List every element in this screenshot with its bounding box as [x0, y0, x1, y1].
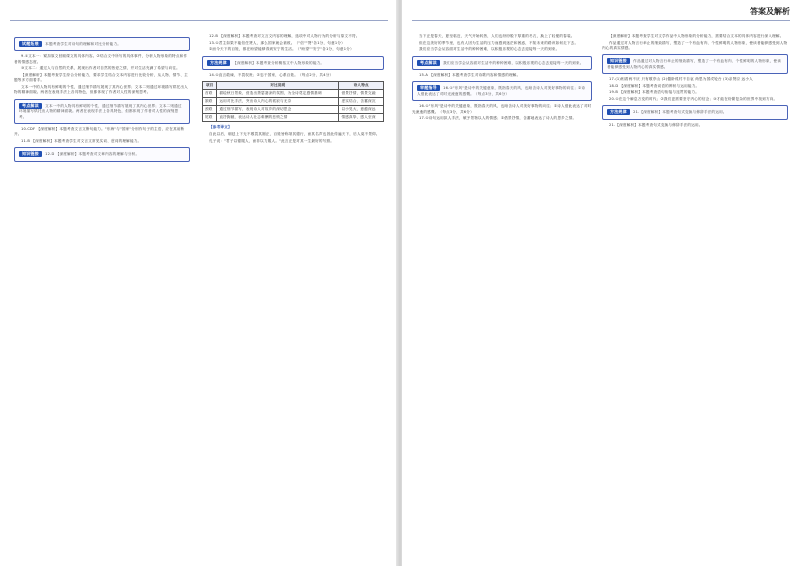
knowledge-box — [14, 147, 190, 161]
review-box-right — [412, 56, 592, 70]
table-cell: 颈联 — [203, 106, 217, 114]
review-box-label: 考点解读 — [19, 103, 42, 109]
knowledge-box-text: 作品通过对人物言行举止的细致描写，塑造了一个有血有肉、个性鲜明的人物形象，使读者能够感受到人物内心的真实情感。 — [607, 59, 782, 69]
table-cell: 颔联 — [203, 98, 217, 106]
knowledge-box-text: 12.D 【深度解析】本题考查对文章内容的理解与分析。 — [45, 152, 140, 157]
answer-16: 16.①"东风"是诗中的关键意象，既指春天的风，也暗含诗人对美好事物的向往；②诗人借此表达了对时光流逝的感慨。（每点3分，共6分） — [412, 104, 592, 114]
method-box-label: 方法规律 — [607, 109, 630, 115]
answer-17-recitation: 17.(1)相看两不厌 只有敬亭山 (2)僵卧孤村不自哀 尚思为国戍轮台 (3)亲贤臣 远小人 — [609, 77, 753, 82]
try-box — [14, 37, 190, 51]
knowledge-box-right — [602, 54, 788, 74]
deep-analysis-9: 【深度解析】本题考查学生综合分析能力，要求学生结合文本内容进行比较分析，从人物、情节、主题等多方面着手。 — [14, 73, 188, 83]
deep-analysis-right: 【深度解析】本题考查学生对文学作品中人物形象的分析能力，需要结合文本的具体内容进行深入理解。 — [609, 34, 784, 38]
knowledge-box-label: 知识链接 — [607, 58, 630, 64]
answer-21: 21.【深度解析】本题考查句式变换与修辞手法的运用。 — [609, 122, 703, 127]
tips-box-text: 16.①"东风"是诗中的关键意象，既指春天的风，也暗含诗人对美好事物的向往；②诗人借此表达了对时光流逝的感慨。（每点3分，共6分） — [417, 86, 586, 96]
essay-para-3: 我们应当学会从容面对生活中的种种困难，以积极乐观的心态去迎接每一天的到来。 — [419, 47, 560, 52]
method-box-right — [602, 105, 788, 119]
reference-translation-label — [202, 125, 384, 130]
review-box-text: 文本一中的人物具有鲜明的个性，通过细节描写展现了其内心世界；文本二则通过环境描写烘托出人物的精神面貌。两者在表现手法上各具特色，但都体现了作者对人性的深刻思考。 — [19, 103, 182, 119]
table-row — [203, 114, 384, 122]
answer-18: 18.D 【深度解析】本题考查词语的辨析与运用能力。 — [609, 83, 700, 88]
ref-trans-heading: 【参考译文】 — [209, 125, 232, 130]
table-header-cell: 诗人特点 — [339, 82, 384, 90]
table-row — [203, 106, 384, 114]
review-box-text: 我们应当学会从容面对生活中的种种困难，以积极乐观的心态去迎接每一天的到来。 — [443, 60, 584, 65]
essay-para-1: 当下正是春天，夏至临近，天气开始转热，人们也纷纷脱下厚重的冬衣，换上了轻便的春装。 — [419, 34, 575, 38]
review-box — [14, 99, 190, 124]
header-rule — [10, 20, 388, 21]
knowledge-box-label: 知识链接 — [19, 151, 42, 157]
translation-para-1: 自此以后，朝廷上下无不敬畏其刚正，百姓皆称颂其德行，而其名声也因此传遍天下，后人莫不景仰。 — [209, 132, 380, 136]
comparison-table — [202, 81, 384, 122]
header-rule — [412, 20, 790, 21]
answer-10: 10.CDF 【深度解析】本题考查文言文断句能力。"东海"与"国家"分别作句子的主语，应在其前断开。 — [14, 127, 185, 137]
analysis-detail: 文本一中的人物具有鲜明的个性，通过细节描写展现了其内心世界；文本二则通过环境描写烘托出人物的精神面貌。两者在表现手法上各具特色，但都体现了作者对人性的深刻思考。 — [14, 85, 188, 95]
answer-9-part2: ③文本二：通过人与自然的关系，展现出作者对自然的热爱之情，并对生活充满了希望与向往。 — [21, 66, 180, 71]
table-header-cell: 项目 — [203, 82, 217, 90]
table-row — [203, 90, 384, 98]
table-row — [203, 98, 384, 106]
right-page — [402, 0, 800, 566]
right-column-2 — [602, 34, 788, 546]
tips-box-label: 审题指导 — [417, 85, 440, 91]
table-cell: 情感真挚，感人至深 — [339, 114, 384, 122]
right-column-1 — [412, 34, 592, 546]
answer-13-part1: 13.①君主如果不能信任贤人，那么国家就会衰败。（"信""贤"各1分，句意1分） — [209, 40, 345, 45]
translation-para-2: 孔子说："君子以德服人，而非以力服人。"此言正是对其一生最好的写照。 — [209, 138, 335, 143]
table-cell: 尾联 — [203, 114, 217, 122]
table-cell: 以小见大，意蕴深远 — [339, 106, 384, 114]
chapter-title: 答案及解析 — [750, 7, 790, 16]
analysis-right-detail: 作品通过对人物言行举止的细致描写，塑造了一个有血有肉、个性鲜明的人物形象，使读者能够感受到人物内心的真实情感。 — [602, 40, 788, 50]
table-cell: 运用对比手法，突出诗人内心的孤寂与无奈 — [217, 98, 339, 106]
left-column-2 — [202, 34, 384, 546]
tips-box — [412, 81, 592, 101]
answer-11: 11.B 【深度解析】本题考查学生对文言文常见实词、虚词的理解能力。 — [21, 139, 142, 144]
table-header-row — [203, 82, 384, 90]
table-cell: 描绘秋日景象，营造出萧瑟凄凉的氛围，为全诗奠定感情基调 — [217, 90, 339, 98]
answer-17-poem: 17.①诗句运用拟人手法，赋予景物以人的情感；②借景抒情，含蓄地表达了诗人的思乡之情。 — [419, 116, 577, 121]
table-cell: 通过细节描写，表现诗人对故乡的深切思念 — [217, 106, 339, 114]
method-box — [202, 56, 384, 70]
table-cell: 首联 — [203, 90, 217, 98]
method-box-label: 方法规律 — [207, 60, 230, 66]
table-cell: 虚实结合，含蓄深沉 — [339, 98, 384, 106]
answer-9-part1: 9.①文本一：紧扣原文回顾课文的具体内容。②结合文中所写的具体事件，分析人物形象的特点和作者的情感态度。 — [14, 54, 188, 64]
table-cell: 直抒胸臆，表达诗人壮志难酬的悲愤之情 — [217, 114, 339, 122]
review-box-label: 考点解读 — [417, 60, 440, 66]
answer-12: 12.B 【深度解析】本题考查对文言文内容的理解，选项中对人物行为的分析与原文不符。 — [209, 34, 360, 38]
answer-15: 15.A 【深度解析】本题考查学生对诗歌内容和情感的理解。 — [419, 73, 521, 77]
answer-19: 19.B 【深度解析】本题考查语句衔接与连贯的能力。 — [609, 90, 699, 95]
try-box-label: 试题拓展 — [19, 41, 42, 47]
left-page — [0, 0, 398, 566]
table-cell: 借景抒情，情景交融 — [339, 90, 384, 98]
table-header-cell: 对比说明 — [217, 82, 339, 90]
left-column-1 — [14, 34, 190, 546]
method-box-text: 21.【深度解析】本题考查句式变换与修辞手法的运用。 — [633, 110, 727, 115]
essay-para-2: 但在这美好的季节里，也有人因为生活的压力而感到迷茫和困惑，不知未来的路该如何走下去。 — [419, 40, 579, 45]
answer-13-part2: ②而今天下的百姓，都在盼望能够得到安宁的生活。（"盼望""安宁"各1分，句意1分） — [209, 47, 354, 52]
answer-14: 14.①直言敢谏，不畏权贵；②忠于国家，心系百姓。（每点2分，共4分） — [209, 73, 334, 77]
answer-20: 20.①在这个瞬息万变的时代；②我们更需要坚守内心的信念；③才能在纷繁复杂的世界中找到方向。 — [609, 97, 778, 101]
try-box-text: 本题考查学生对诗句的理解和对比分析能力。 — [45, 42, 122, 46]
method-box-text: 【深度解析】本题考查分析概括文中人物形象的能力。 — [233, 60, 325, 65]
